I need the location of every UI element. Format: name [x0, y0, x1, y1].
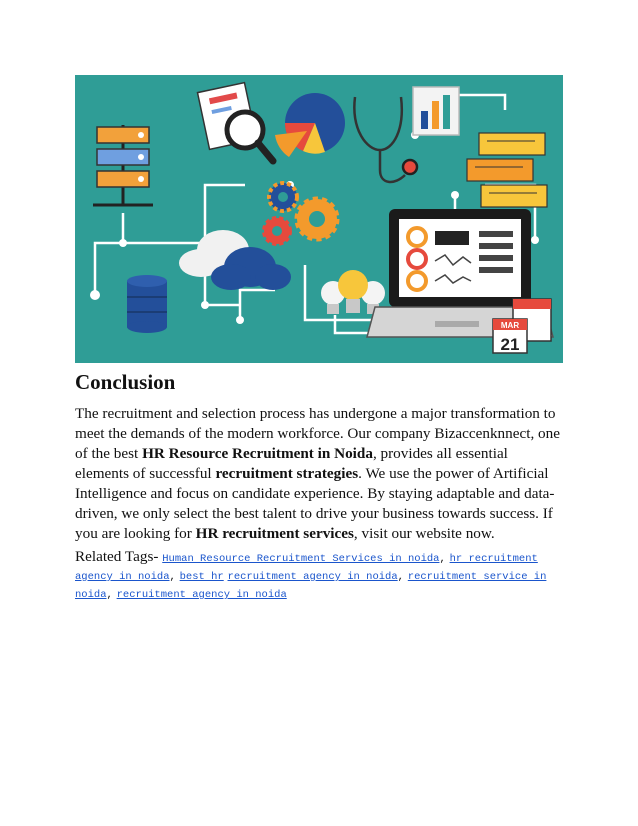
tag-link[interactable]: Human Resource Recruitment Services in noida — [162, 553, 440, 565]
keyword-recruitment-strategies: recruitment strategies — [215, 465, 359, 482]
keyword-hr-resource-recruitment: HR Resource Recruitment in Noida — [142, 445, 373, 462]
document-magnifier-icon — [197, 83, 273, 161]
conclusion-text-4: , visit our website now. — [353, 525, 495, 542]
related-tags-label: Related Tags- — [75, 548, 159, 565]
database-icon — [127, 275, 167, 333]
conclusion-paragraph — [75, 404, 565, 544]
conclusion-text-3: . We use the power of Artificial Intelligence and focus on candidate experience. By staying adaptable and data-driven, we only select the best talent to drive your business towards success. If you are looking for — [75, 465, 555, 542]
conclusion-text-2: , provides all essential elements of successful — [75, 445, 508, 482]
tag-link[interactable]: recruitment agency in noida — [116, 589, 287, 601]
tag-link[interactable]: recruitment agency in noida — [227, 571, 398, 583]
tag-separator: , — [397, 571, 404, 583]
related-tags — [75, 549, 555, 603]
hero-illustration — [75, 75, 563, 363]
server-rack-icon — [93, 125, 153, 205]
chat-bubbles-icon — [467, 133, 547, 207]
pie-chart-icon — [275, 93, 345, 157]
conclusion-text-1: The recruitment and selection process has undergone a major transformation to meet the demands of the modern workforce. Our company Bizaccenknnect, one of the best — [75, 405, 560, 462]
tag-link[interactable]: best hr — [179, 571, 224, 583]
calendar-month: MAR — [500, 321, 520, 330]
calendar-day: 21 — [500, 335, 520, 354]
section-heading: Conclusion — [75, 370, 176, 394]
tag-link[interactable]: hr recruitment agency in noida — [75, 553, 538, 583]
tag-separator: , — [106, 589, 113, 601]
stethoscope-icon — [354, 97, 417, 182]
tag-link[interactable]: recruitment service in noida — [75, 571, 547, 601]
tag-separator: , — [169, 571, 176, 583]
keyword-hr-recruitment-services: HR recruitment services — [195, 525, 354, 542]
bar-chart-icon — [413, 87, 459, 135]
tag-separator: , — [439, 553, 446, 565]
gears-icon — [264, 183, 337, 244]
